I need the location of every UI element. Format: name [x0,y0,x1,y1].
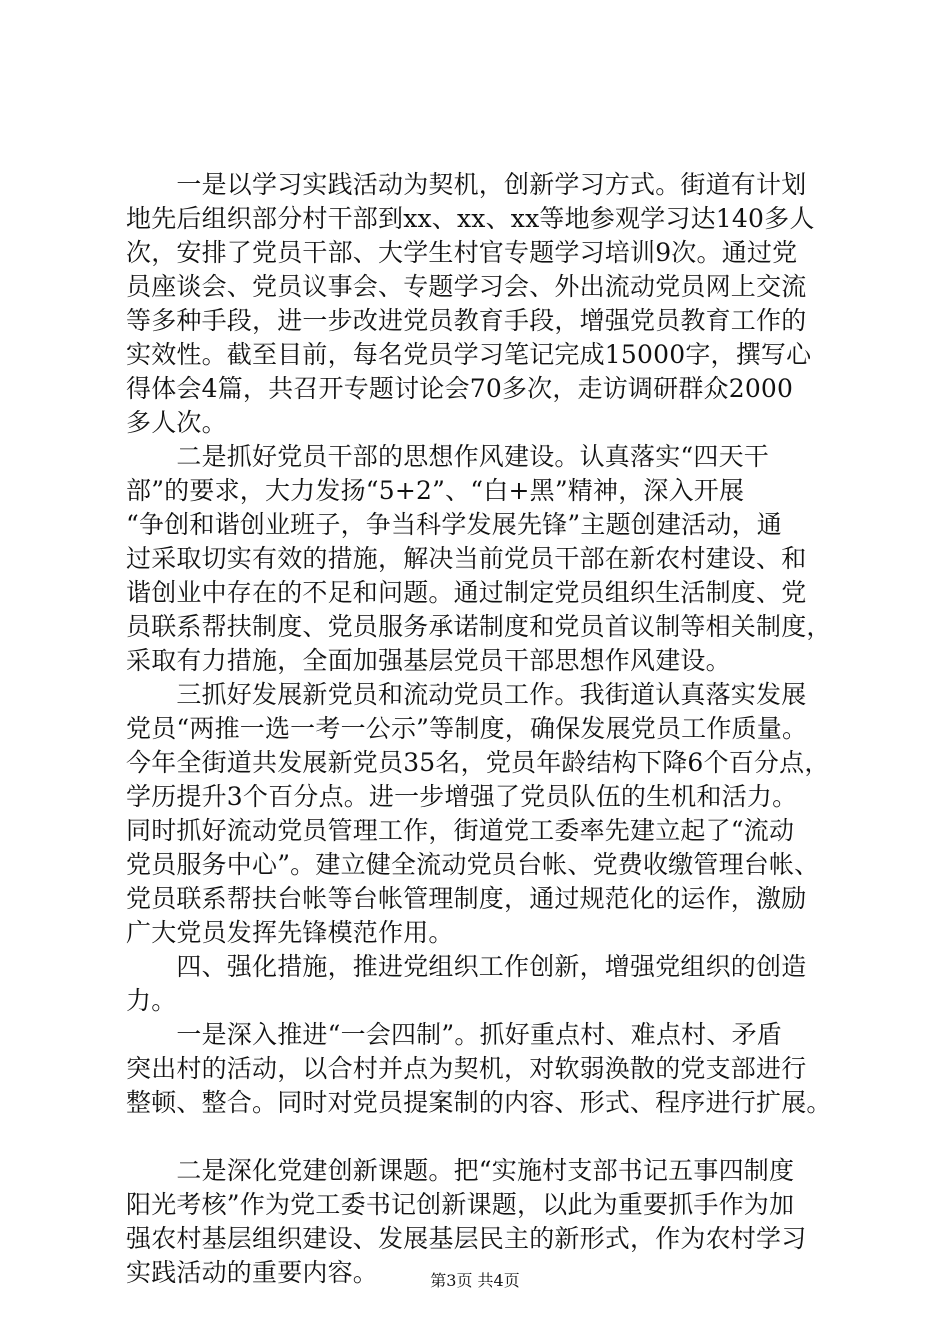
text-line: 二是深化党建创新课题。把“实施村支部书记五事四制度 [126,1156,795,1185]
text-line: 实效性。截至目前，每名党员学习笔记完成15000字，撰写心 [126,340,812,369]
text-line: 员座谈会、党员议事会、专题学习会、外出流动党员网上交流 [126,272,807,301]
text-line: 党员联系帮扶台帐等台帐管理制度，通过规范化的运作，激励 [126,884,807,913]
text-line: 党员服务中心”。建立健全流动党员台帐、党费收缴管理台帐、 [126,850,820,879]
text-line: 学历提升3个百分点。进一步增强了党员队伍的生机和活力。 [126,782,798,811]
text-line: “争创和谐创业班子，争当科学发展先锋”主题创建活动，通 [126,510,782,539]
text-line: 一是深入推进“一会四制”。抓好重点村、难点村、矛盾 [126,1020,782,1049]
text-line: 广大党员发挥先锋模范作用。 [126,918,454,947]
text-line: 同时抓好流动党员管理工作，街道党工委率先建立起了“流动 [126,816,795,845]
text-line: 地先后组织部分村干部到xx、xx、xx等地参观学习达140多人 [126,204,815,233]
document-body [126,168,832,1290]
text-line: 整顿、整合。同时对党员提案制的内容、形式、程序进行扩展。 [126,1088,832,1117]
text-line: 力。 [126,986,177,1015]
blank-line [126,1120,832,1154]
text-line: 过采取切实有效的措施，解决当前党员干部在新农村建设、和 [126,544,807,573]
text-line: 次，安排了党员干部、大学生村官专题学习培训9次。通过党 [126,238,798,267]
text-line: 今年全街道共发展新党员35名，党员年龄结构下降6个百分点， [126,748,830,777]
text-line: 四、强化措施，推进党组织工作创新，增强党组织的创造 [126,952,807,981]
page-footer: 第3页 共4页 [430,1271,520,1290]
text-line: 员联系帮扶制度、党员服务承诺制度和党员首议制等相关制度， [126,612,832,641]
text-line: 谐创业中存在的不足和问题。通过制定党员组织生活制度、党 [126,578,807,607]
text-line: 部”的要求，大力发扬“5+2”、“白+黑”精神，深入开展 [126,476,745,505]
text-line: 多人次。 [126,408,227,437]
text-line: 突出村的活动，以合村并点为契机，对软弱涣散的党支部进行 [126,1054,807,1083]
text-line: 阳光考核”作为党工委书记创新课题，以此为重要抓手作为加 [126,1190,795,1219]
text-line: 采取有力措施，全面加强基层党员干部思想作风建设。 [126,646,731,675]
text-line: 强农村基层组织建设、发展基层民主的新形式，作为农村学习 [126,1224,807,1253]
text-line: 党员“两推一选一考一公示”等制度，确保发展党员工作质量。 [126,714,808,743]
text-line: 二是抓好党员干部的思想作风建设。认真落实“四天干 [126,442,769,471]
text-line: 三抓好发展新党员和流动党员工作。我街道认真落实发展 [126,680,807,709]
text-line: 一是以学习实践活动为契机，创新学习方式。街道有计划 [126,170,807,199]
text-line: 等多种手段，进一步改进党员教育手段，增强党员教育工作的 [126,306,807,335]
text-line: 实践活动的重要内容。 [126,1258,379,1287]
text-line: 得体会4篇，共召开专题讨论会70多次，走访调研群众2000 [126,374,794,403]
